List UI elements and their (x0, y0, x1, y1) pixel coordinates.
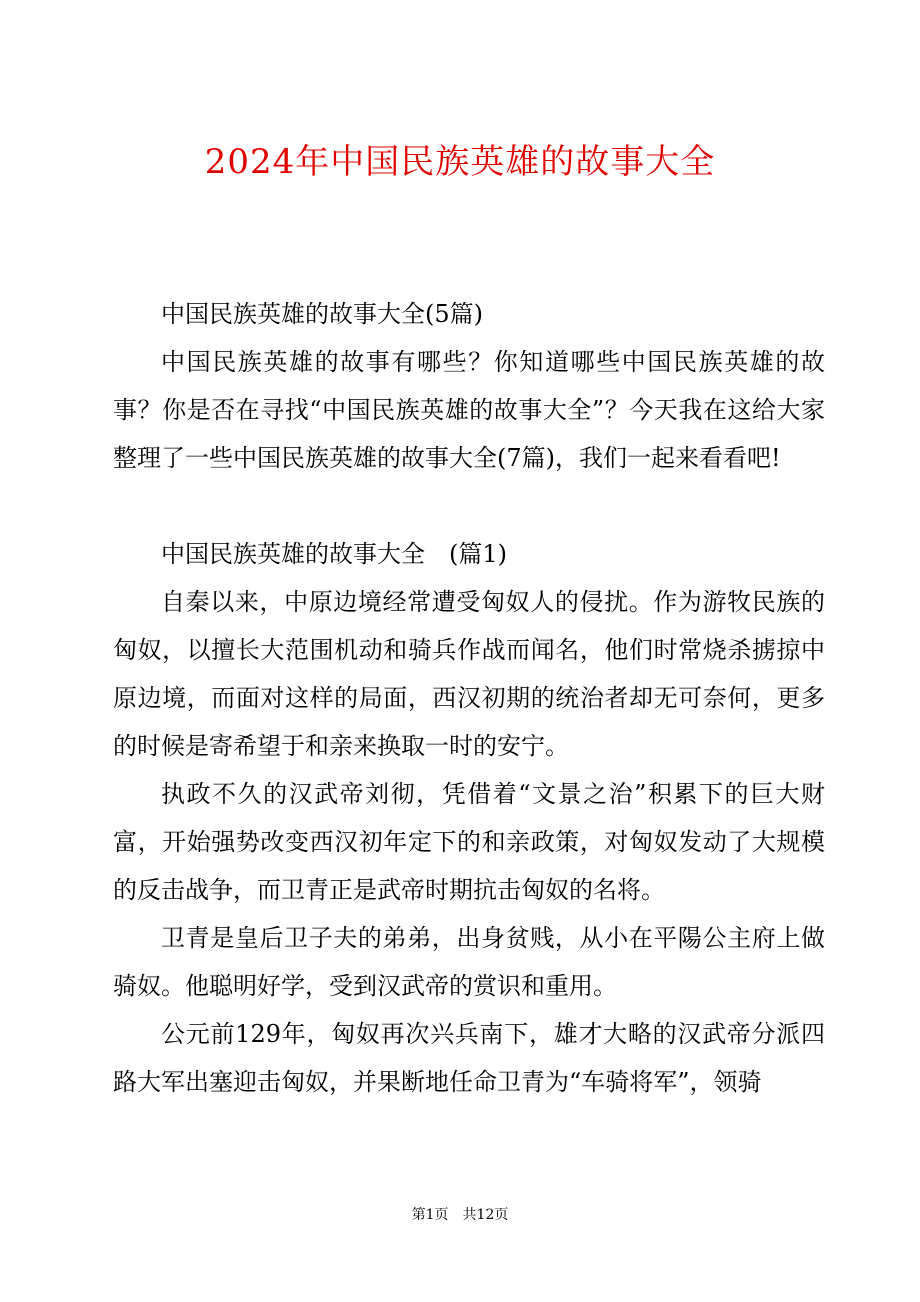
paragraph-intro: 中国民族英雄的故事有哪些？你知道哪些中国民族英雄的故事？你是否在寻找“中国民族英雄的故事大全”？今天我在这给大家整理了一些中国民族英雄的故事大全(7篇)，我们一起来看看吧! (113, 348, 825, 472)
spacer (113, 250, 825, 290)
paragraph-heading-section-1: 中国民族英雄的故事大全 (篇1) (161, 540, 507, 568)
spacer (113, 482, 825, 530)
document-body (113, 250, 825, 1106)
paragraph-body: 公元前129年，匈奴再次兴兵南下，雄才大略的汉武帝分派四路大军出塞迎击匈奴，并果断地任命卫青为“车骑将军”，领骑 (113, 1020, 825, 1096)
paragraph-body: 执政不久的汉武帝刘彻，凭借着“文景之治”积累下的巨大财富，开始强势改变西汉初年定下的和亲政策，对匈奴发动了大规模的反击战争，而卫青正是武帝时期抗击匈奴的名将。 (113, 780, 825, 904)
paragraph-heading-main: 中国民族英雄的故事大全(5篇) (161, 300, 483, 328)
paragraph-body: 自秦以来，中原边境经常遭受匈奴人的侵扰。作为游牧民族的匈奴，以擅长大范围机动和骑兵作战而闻名，他们时常烧杀掳掠中原边境，而面对这样的局面，西汉初期的统治者却无可奈何，更多的时候是寄希望于和亲来换取一时的安宁。 (113, 588, 825, 760)
paragraph-body: 卫青是皇后卫子夫的弟弟，出身贫贱，从小在平陽公主府上做骑奴。他聪明好学，受到汉武帝的赏识和重用。 (113, 924, 825, 1000)
document-title: 2024年中国民族英雄的故事大全 (204, 142, 716, 182)
page-footer: 第1页 共12页 (411, 1207, 509, 1223)
